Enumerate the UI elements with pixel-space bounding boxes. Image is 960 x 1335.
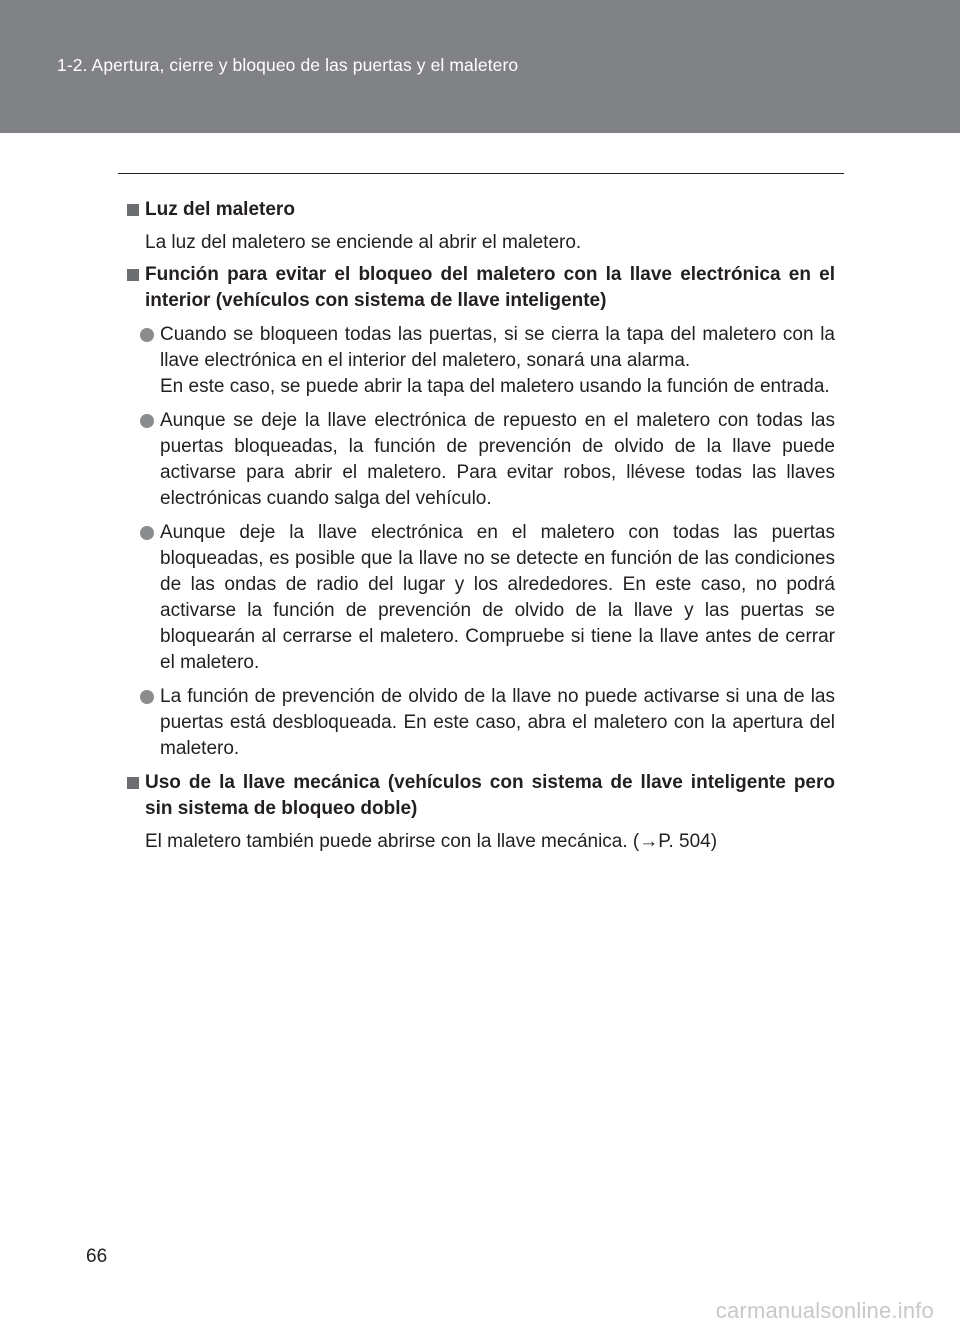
list-item [125, 684, 835, 762]
section-body: La luz del maletero se enciende al abrir el maletero. [145, 232, 582, 253]
round-bullet-icon [140, 690, 154, 704]
list-item-text: Aunque deje la llave electrónica en el maletero con todas las puertas bloqueadas, es posible que la llave no se detecte en función de las condiciones de las ondas de radio del lugar y los alrededores. En este caso, no podrá activarse la función de prevención de olvido de la llave y las puertas se bloquearán al cerrarse el maletero. Compruebe si tiene la llave antes de cerrar el maletero. [160, 522, 835, 673]
list-item-text: Cuando se bloqueen todas las puertas, si se cierra la tapa del maletero con la llave electrónica en el interior del maletero, sonará una alarma. [160, 324, 835, 371]
section-heading-funcion-bloqueo [125, 262, 835, 314]
square-bullet-icon [127, 777, 139, 789]
list-item-text-continuation: En este caso, se puede abrir la tapa del maletero usando la función de entrada. [160, 376, 830, 397]
list-item [125, 520, 835, 676]
round-bullet-icon [140, 526, 154, 540]
section-heading-llave-mecanica [125, 770, 835, 822]
round-bullet-icon [140, 414, 154, 428]
section-heading-luz-maletero [125, 197, 835, 223]
section-body: El maletero también puede abrirse con la llave mecánica. (→P. 504) [145, 831, 718, 852]
square-bullet-icon [127, 269, 139, 281]
page-number: 66 [86, 1246, 108, 1267]
square-bullet-icon [127, 204, 139, 216]
chapter-title: 1-2. Apertura, cierre y bloqueo de las puertas y el maletero [57, 55, 519, 75]
section-title: Función para evitar el bloqueo del maletero con la llave electrónica en el interior (vehículos con sistema de llave inteligente) [145, 264, 835, 311]
section-title: Uso de la llave mecánica (vehículos con sistema de llave inteligente pero sin sistema de bloqueo doble) [145, 772, 835, 819]
header-band [0, 0, 960, 133]
round-bullet-icon [140, 328, 154, 342]
page-content [125, 197, 835, 855]
list-item [125, 408, 835, 512]
list-item-text: La función de prevención de olvido de la llave no puede activarse si una de las puertas está desbloqueada. En este caso, abra el maletero con la apertura del maletero. [160, 686, 835, 759]
watermark: carmanualsonline.info [715, 1298, 934, 1323]
section-divider [118, 173, 844, 174]
list-item-text: Aunque se deje la llave electrónica de repuesto en el maletero con todas las puertas bloqueadas, la función de prevención de olvido de la llave puede activarse para abrir el maletero. Para evitar robos, llévese todas las llaves electrónicas cuando salga del vehículo. [160, 410, 835, 509]
section-title: Luz del maletero [145, 199, 295, 220]
list-item [125, 322, 835, 400]
